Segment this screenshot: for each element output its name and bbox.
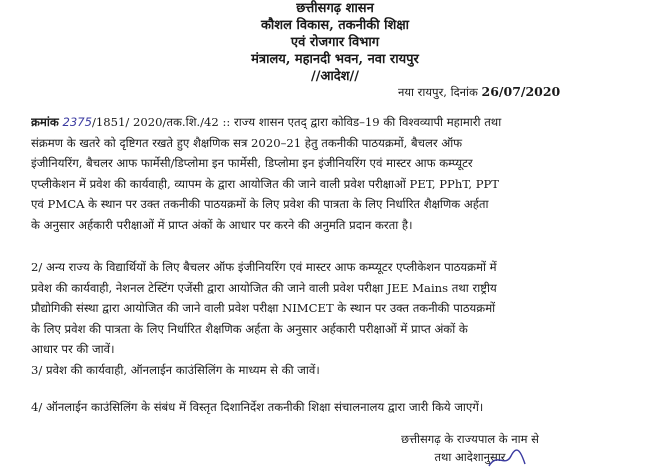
order-number-line: [31, 112, 627, 133]
header-government: छत्तीसगढ़ शासन: [296, 1, 374, 16]
signature-line-1: छत्तीसगढ़ के राज्यपाल के नाम से: [401, 432, 539, 446]
text-line: 3/ प्रवेश की कार्यवाही, ऑनलाईन काउंसिलिंग के माध्यम से की जावें।: [31, 363, 320, 377]
header-department-2: एवं रोजगार विभाग: [290, 35, 380, 50]
letterhead: [170, 0, 500, 85]
place-date: [398, 84, 560, 100]
order-number-prefix: क्रमांक: [31, 115, 59, 129]
text-line: एप्लीकेशन में प्रवेश की कार्यवाही, व्यापम के द्वारा आयोजित की जाने वाली प्रवेश परीक्षाओं PET, PPhT, PPT: [31, 176, 500, 191]
text-line: 4/ ऑनलाईन काउंसिलिंग के संबंध में विस्तृत दिशानिर्देश तकनीकी शिक्षा संचालनालय द्वारा जारी किये जाएगें।: [31, 400, 484, 414]
order-date: 26/07/2020: [481, 84, 561, 99]
header-address: मंत्रालय, महानदी भवन, नवा रायपुर: [251, 52, 419, 67]
text-line: संक्रमण के खतरे को दृष्टिगत रखते हुए शैक्षणिक सत्र 2020–21 हेतु तकनीकी पाठयक्रमों, बैचलर ऑफ: [31, 135, 463, 150]
text-line: प्रवेश की कार्यवाही, नेशनल टेस्टिंग एजेंसी द्वारा आयोजित की जाने वाली प्रवेश परीक्षा JEE Mains तथा राष्ट्रीय: [31, 280, 497, 295]
text-line: के लिए प्रवेश की पात्रता के लिए निर्धारित शैक्षणिक अर्हता के अनुसार अर्हकारी परीक्षाओं में प्राप्त अंकों के: [31, 321, 468, 336]
paragraph-4: [31, 397, 627, 418]
header-department: कौशल विकास, तकनीकी शिक्षा: [260, 18, 410, 33]
header-order-title: //आदेश//: [310, 69, 360, 84]
text-line: प्रौद्योगिकी संस्था द्वारा आयोजित की जाने वाली प्रवेश परीक्षा NIMCET के स्थान पर उक्त तकनीकी पाठयक्रमों: [31, 301, 496, 316]
text-line: आधार पर की जावें।: [31, 342, 115, 357]
text-line: के अनुसार अर्हकारी परीक्षाओं में प्राप्त अंकों के आधार पर करने की अनुमति प्रदान करता है।: [31, 217, 413, 232]
paragraph-3: [31, 360, 627, 381]
handwritten-number: 2375: [62, 115, 92, 129]
signature-line-2: तथा आदेशानुसार: [434, 450, 506, 464]
signature-scribble: [487, 448, 527, 470]
place-label: नया रायपुर, दिनांक: [398, 85, 478, 99]
order-number-rest: /1851/ 2020/तक.शि./42 :: राज्य शासन एतद् द्वारा कोविड–19 की विश्वव्यापी महामारी तथा: [91, 115, 502, 129]
paragraph-1: [31, 112, 627, 236]
text-line: 2/ अन्य राज्य के विद्यार्थियों के लिए बैचलर ऑफ इंजीनियरिंग एवं मास्टर आफ कम्प्यूटर एप्लीकेशन पाठयक्रमों में: [31, 260, 497, 274]
signature-block: [380, 430, 560, 466]
text-line: इंजीनियरिंग, बैचलर आफ फार्मेसी/डिप्लोमा इन फार्मेसी, डिप्लोमा इन इंजीनियरिंग एवं मास्टर आफ कम्प्यूटर: [31, 156, 473, 171]
text-line: एवं PMCA के स्थान पर उक्त तकनीकी पाठयक्रमों के लिए प्रवेश की पात्रता के लिए निर्धारित शैक्षणिक अर्हता: [31, 197, 489, 212]
paragraph-2: [31, 257, 627, 360]
